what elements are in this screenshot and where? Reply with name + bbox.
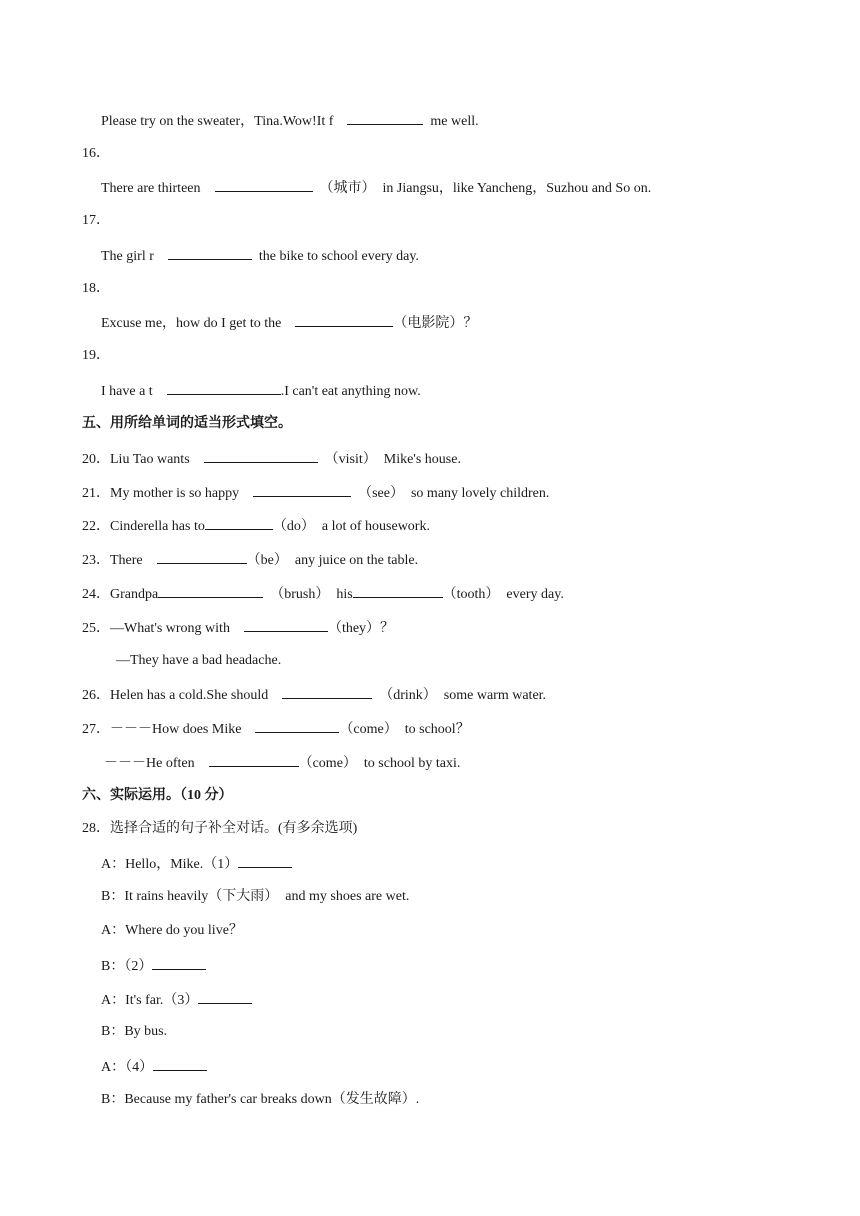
answer-blank[interactable] — [253, 483, 351, 497]
question-26: 26．Helen has a cold.She should （drink） some warm water. — [82, 685, 546, 705]
answer-blank[interactable] — [282, 685, 372, 699]
question-20: 20．Liu Tao wants （visit） Mike's house. — [82, 449, 461, 469]
answer-blank[interactable] — [167, 381, 281, 395]
question-19-text: I have a t .I can't eat anything now. — [101, 381, 421, 401]
answer-blank[interactable] — [347, 111, 423, 125]
answer-blank[interactable] — [255, 719, 339, 733]
answer-blank[interactable] — [295, 313, 393, 327]
question-22: 22．Cinderella has to （do） a lot of housework. — [82, 516, 430, 536]
dialogue-line-6: B：By bus. — [101, 1024, 168, 1039]
dialogue-line-8: B：Because my father's car breaks down（发生故障）. — [101, 1092, 420, 1107]
question-18-text: Excuse me，how do I get to the （电影院）？ — [101, 313, 477, 333]
question-25-reply: —They have a bad headache. — [116, 653, 282, 668]
section-6-heading: 六、实际运用。（10 分） — [82, 788, 233, 803]
question-19-number: 19． — [82, 348, 110, 363]
question-16-number: 16． — [82, 146, 110, 161]
answer-blank[interactable] — [244, 618, 328, 632]
question-24: 24．Grandpa （brush） his （tooth） every day. — [82, 584, 564, 604]
question-18-number: 18． — [82, 281, 110, 296]
answer-blank[interactable] — [153, 1057, 207, 1071]
answer-blank[interactable] — [353, 584, 443, 598]
answer-blank[interactable] — [209, 753, 299, 767]
dialogue-line-7: A：（4） — [101, 1057, 207, 1077]
dialogue-line-2: B：It rains heavily（下大雨） and my shoes are wet. — [101, 889, 410, 904]
answer-blank[interactable] — [152, 956, 206, 970]
question-27: 27．－－－How does Mike （come） to school？ — [82, 719, 470, 739]
answer-blank[interactable] — [168, 246, 252, 260]
question-27-reply: －－－He often （come） to school by taxi. — [104, 753, 460, 773]
dialogue-line-3: A：Where do you live？ — [101, 923, 243, 938]
question-25: 25．—What's wrong with （they）？ — [82, 618, 394, 638]
answer-blank[interactable] — [198, 990, 252, 1004]
dialogue-line-4: B：（2） — [101, 956, 206, 976]
answer-blank[interactable] — [158, 584, 263, 598]
answer-blank[interactable] — [238, 854, 292, 868]
dialogue-line-5: A：It's far.（3） — [101, 990, 252, 1010]
answer-blank[interactable] — [205, 516, 273, 530]
answer-blank[interactable] — [157, 550, 247, 564]
question-16-text: There are thirteen （城市） in Jiangsu，like Yancheng，Suzhou and So on. — [101, 178, 651, 198]
dialogue-line-1: A：Hello，Mike.（1） — [101, 854, 292, 874]
question-17-number: 17． — [82, 213, 110, 228]
section-5-heading: 五、用所给单词的适当形式填空。 — [82, 416, 292, 431]
answer-blank[interactable] — [204, 449, 318, 463]
question-15-text: Please try on the sweater，Tina.Wow!It f me well. — [101, 111, 479, 131]
answer-blank[interactable] — [215, 178, 313, 192]
question-21: 21．My mother is so happy （see） so many lovely children. — [82, 483, 549, 503]
question-23: 23．There （be） any juice on the table. — [82, 550, 418, 570]
question-17-text: The girl r the bike to school every day. — [101, 246, 419, 266]
question-28-instruction: 28．选择合适的句子补全对话。(有多余选项) — [82, 821, 358, 836]
